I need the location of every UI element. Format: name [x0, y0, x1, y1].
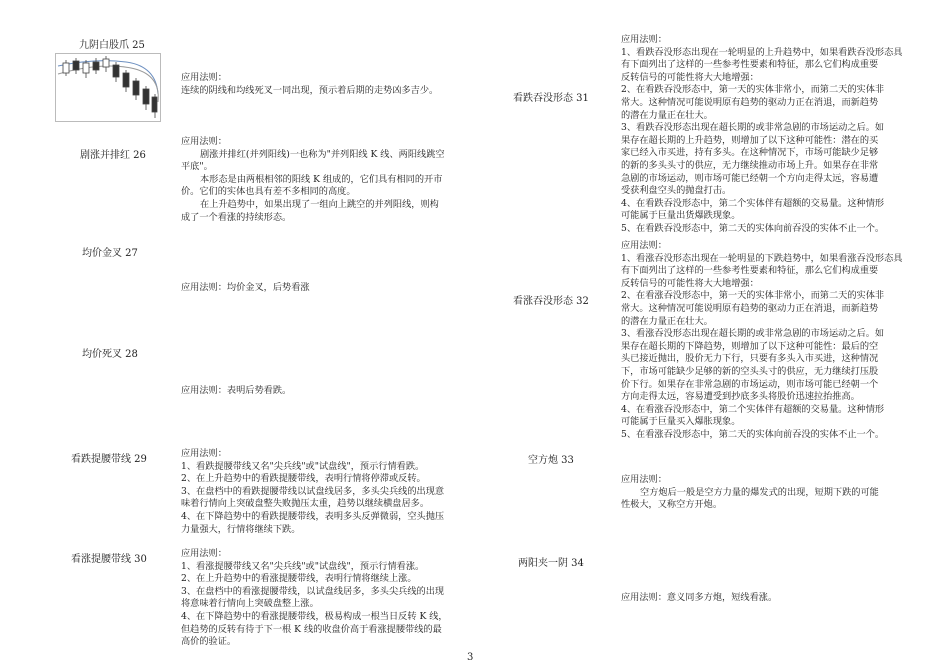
- pattern-label-33: 空方炮 33: [528, 455, 574, 466]
- pattern-text-34: 应用法则：意义同多方炮，短线看涨。: [621, 592, 778, 603]
- pattern-text-25: 应用法则： 连续的阴线和均线死叉一同出现，预示着后期的走势凶多吉少。: [181, 72, 439, 96]
- pattern-label-31: 看跌吞没形态 31: [513, 93, 589, 104]
- pattern-text-28: 应用法则：表明后势看跌。: [181, 385, 292, 396]
- pattern-label-30: 看涨提腰带线 30: [71, 554, 147, 565]
- pattern-text-27: 应用法则：均价金叉，后势看涨: [181, 282, 310, 293]
- candlestick-thumbnail: [55, 53, 161, 122]
- pattern-text-30: 应用法则： 1、看涨提腰带线又名"尖兵线"或"试盘线"，预示行情看涨。 2、在上升趋势中的看涨提腰带线，表明行情将继续上涨。 3、在盘档中的看涨提腰带线，以试盘线居多，多头尖兵线的出现 将意味着行情向上突破盘整上涨。 4、在下降趋势中的看涨提腰带线，极易构成一根当日反转 K 线， 但趋势的反转有待于下一根 K 线的收盘价高于看涨提腰带线的最 高价的验证。: [181, 548, 448, 648]
- page-number: 3: [467, 652, 474, 663]
- pattern-label-34: 两阳夹一阴 34: [518, 558, 584, 569]
- pattern-label-25: 九阴白股爪 25: [79, 40, 145, 51]
- pattern-label-29: 看跌提腰带线 29: [71, 454, 147, 465]
- pattern-label-27: 均价金叉 27: [82, 248, 138, 259]
- pattern-label-26: 剧涨并排红 26: [80, 150, 146, 161]
- pattern-text-26: 应用法则： 剧涨并排红(并列阳线)一也称为"并列阳线 K 线、两阳线跳空 平底"。 本形态是由两根相邻的阳线 K 组成的，它们具有相同的开市 价。它们的实体也具有差不多相同的高度。 在上升趋势中，如果出现了一组向上跳空的并列阳线，则构 成了一个看涨的持续形态。: [181, 136, 445, 223]
- pattern-label-28: 均价死叉 28: [82, 349, 138, 360]
- pattern-label-32: 看涨吞没形态 32: [513, 296, 589, 307]
- pattern-text-32: 应用法则： 1、看涨吞没形态出现在一轮明显的下跌趋势中，如果看涨吞没形态具 有下面列出了这样的一些参考性要素和特征，那么它们构成重要 反转信号的可能性将大大地增强： 2、在看涨吞没形态中，第一天的实体非常小，而第二天的实体非 常大。这种情况可能说明原有趋势的驱动力正在消退，而新趋势 的潜在力量正在壮大。 3、看涨吞没形态出现在超长期的或非常急剧的市场运动之后。如 果存在超长期的下降趋势，则增加了以下这种可能性：最后的空 头已接近抛出，股价无力下行，只要有多头入市买进，这种情况 下，市场可能缺少足够的新的空头头寸的供应，无力继续打压股 价下行。如果存在非常急剧的市场运动，则市场可能已经朝一个 方向走得太远，容易遭受到抄底多头将股价迅速拉抬推高。 4、在看涨吞没形态中，第二个实体伴有超额的交易量。这种情形 可能属于巨量买入爆胀现象。 5、在看涨吞没形态中，第二天的实体向前吞没的实体不止一个。: [621, 240, 903, 440]
- pattern-text-31: 应用法则： 1、看跌吞没形态出现在一轮明显的上升趋势中，如果看跌吞没形态具 有下面列出了这样的一些参考性要素和特征，那么它们构成重要 反转信号的可能性将大大地增强： 2、在看跌吞没形态中，第一天的实体非常小，而第二天的实体非 常大。这种情况可能说明原有趋势的驱动力正在消退，而新趋势 的潜在力量正在壮大。 3、看跌吞没形态出现在超长期的或非常急剧的市场运动之后。如 果存在超长期的上升趋势，则增加了以下这种可能性：潜在的买 家已经入市买进，持有多头。在这种情况下，市场可能缺少足够 的新的多头头寸的供应，无力继续推动市场上升。如果存在非常 急剧的市场运动，则市场可能已经朝一个方向走得太远，容易遭 受获利盘空头的抛盘打击。 4、在看跌吞没形态中，第二个实体伴有超额的交易量。这种情形 可能属于巨量出货爆跌现象。 5、在看跌吞没形态中，第二天的实体向前吞没的实体不止一个。: [621, 34, 903, 234]
- pattern-text-33: 应用法则： 空方炮后一般是空方力量的爆发式的出现，短期下跌的可能 性极大，又称空方开炮。: [621, 474, 879, 511]
- pattern-text-29: 应用法则： 1、看跌提腰带线又名"尖兵线"或"试盘线"，预示行情看跌。 2、在上升趋势中的看跌提腰带线，表明行情将停滞或反转。 3、在盘档中的看跌提腰带线以试盘线居多，多头尖兵线的出现意 味着行情向上突破盘整失败抛压太重，趋势以继续横盘居多。 4、在下降趋势中的看跌提腰带线，表明多头反弹微弱，空头抛压 力量强大，行情将继续下跌。: [181, 448, 445, 535]
